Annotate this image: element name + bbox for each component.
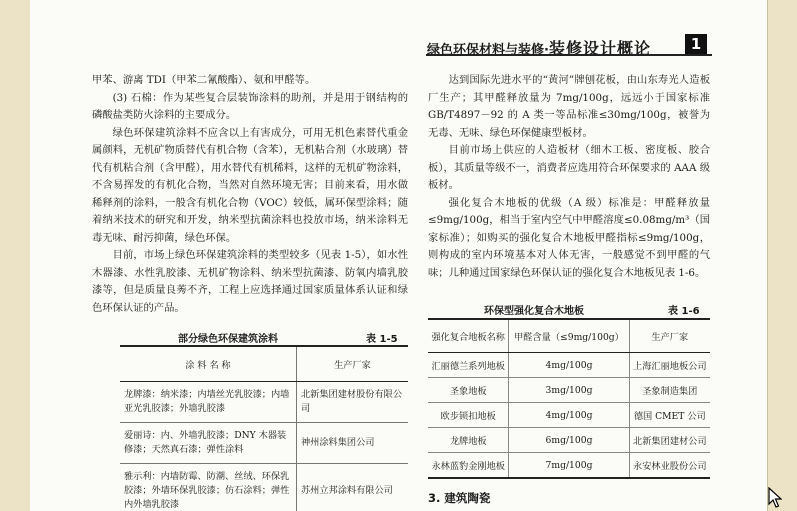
table-row bbox=[120, 464, 408, 511]
table-cell: 德国 CMET 公司 bbox=[629, 403, 710, 428]
table-header-row bbox=[428, 319, 710, 353]
right-column bbox=[428, 72, 710, 282]
table-header-cell: 甲醛含量（≤9mg/100g） bbox=[509, 319, 629, 353]
table-row bbox=[428, 353, 710, 378]
table-header-cell: 生产厂家 bbox=[297, 346, 409, 382]
table-cell: 永林蓝豹金刚地板 bbox=[428, 453, 509, 479]
table-cell: 苏州立邦涂料有限公司 bbox=[297, 464, 409, 511]
table-cell: 圣象地板 bbox=[428, 378, 509, 403]
mouse-pointer-icon bbox=[768, 487, 782, 509]
left-paragraph-2: (3) 石棉：作为某些复合层装饰涂料的助剂，并是用于钢结构的磷酸盐类防火涂料的主要成分。 bbox=[92, 91, 408, 121]
table-row bbox=[428, 378, 710, 403]
header-subtitle: 绿色环保材料与装修· bbox=[427, 43, 549, 58]
document-page bbox=[30, 0, 768, 511]
left-column bbox=[92, 72, 408, 317]
table-1-5 bbox=[120, 345, 408, 511]
table-cell: 北新集团建材股份有限公司 bbox=[297, 382, 409, 423]
table-header-cell: 强化复合地板名称 bbox=[428, 319, 509, 353]
table-header-cell: 涂 料 名 称 bbox=[120, 346, 297, 382]
header-title: 装修设计概论 bbox=[548, 39, 651, 58]
section-heading: 3. 建筑陶瓷 bbox=[428, 491, 491, 505]
table-cell: 6mg/100g bbox=[509, 428, 629, 453]
table-header-row bbox=[120, 346, 408, 382]
table-1-6-number: 表 1-6 bbox=[668, 306, 700, 317]
table-header-cell: 生产厂家 bbox=[629, 319, 710, 353]
table-1-6-caption: 环保型强化复合木地板 bbox=[484, 306, 584, 317]
table-cell: 龙牌地板 bbox=[428, 428, 509, 453]
table-1-5-number: 表 1-5 bbox=[366, 334, 398, 345]
right-paragraph-3: 强化复合木地板的优级（A 级）标准是：甲醛释放量≤9mg/100g，相当于室内空气中甲醛溶度≤0.08mg/m³（国家标准）；如购买的强化复合木地板甲醛指标≤9mg/100g，则构成的室内环境基本对人体无害，一般感觉不到甲醛的气味；儿种通过国家绿色环保认证的强化复合木地板见表 1-6。 bbox=[428, 196, 710, 279]
table-cell: 7mg/100g bbox=[509, 453, 629, 479]
table-1-5-caption: 部分绿色环保建筑涂料 bbox=[178, 334, 278, 345]
table-cell: 4mg/100g bbox=[509, 353, 629, 378]
right-paragraph-2: 目前市场上供应的人造板材（细木工板、密度板、胶合板），其质量等级不一，消费者应选用符合环保要求的 AAA 级板材。 bbox=[428, 144, 710, 191]
table-cell: 汇丽德兰系列地板 bbox=[428, 353, 509, 378]
table-row bbox=[428, 403, 710, 428]
table-cell: 雅示利：内墙防霉、防潮、丝绒、环保乳胶漆；外墙环保乳胶漆；仿石涂料；弹性内外墙乳胶漆 bbox=[120, 464, 297, 511]
table-cell: 龙牌漆：纳米漆；内墙丝光乳胶漆；内墙亚光乳胶漆；外墙乳胶漆 bbox=[120, 382, 297, 423]
left-paragraph-3: 绿色环保建筑涂料不应含以上有害成分，可用无机色素替代重金属颜料，无机矿物质替代有机合物（含苯），无机粘合剂（水玻璃）替代有机粘合剂（含甲醛），用水替代有机稀料，这样的无机矿物涂料，不含易挥发的有机化合物，当然对自然环境无害；目前来看，用水做稀释剂的涂料，一般含有机化合物（VOC）较低，属环保型涂料；随着纳米技术的研究和开发，纳米型抗菌涂料也投放市场，纳米涂料无毒无味、耐污抑菌，绿色环保。 bbox=[92, 126, 408, 244]
table-cell: 神州涂料集团公司 bbox=[297, 423, 409, 464]
table-cell: 欧步锁扣地板 bbox=[428, 403, 509, 428]
table-row bbox=[120, 382, 408, 423]
table-row bbox=[428, 453, 710, 479]
table-row bbox=[428, 428, 710, 453]
table-cell: 圣象制造集团 bbox=[629, 378, 710, 403]
table-cell: 上海汇丽地板公司 bbox=[629, 353, 710, 378]
header-rule bbox=[426, 54, 712, 56]
left-paragraph-1: 甲苯、游离 TDI（甲苯二氰酸酯）、氨和甲醛等。 bbox=[92, 74, 316, 86]
table-1-6 bbox=[428, 318, 710, 479]
table-cell: 4mg/100g bbox=[509, 403, 629, 428]
table-row bbox=[120, 423, 408, 464]
table-cell: 北新集团建材公司 bbox=[629, 428, 710, 453]
right-paragraph-1: 达到国际先进水平的“黄河”牌刨花板，由山东寿光人造板厂生产；其甲醛释放量为 7mg/100g，远远小于国家标准 GB/T4897－92 的 A 类一等品标准≤30mg/100g，被誉为无毒、无味、绿色环保健康型板材。 bbox=[428, 74, 710, 139]
chapter-number-badge: 1 bbox=[685, 34, 707, 54]
table-cell: 3mg/100g bbox=[509, 378, 629, 403]
table-cell: 永安林业股份公司 bbox=[629, 453, 710, 479]
table-cell: 爱丽诗：内、外墙乳胶漆；DNY 木器装修漆；天然真石漆；弹性涂料 bbox=[120, 423, 297, 464]
left-paragraph-4: 目前，市场上绿色环保建筑涂料的类型较多（见表 1-5），如水性木器漆、水性乳胶漆、无机矿物涂料、纳米型抗菌漆、防氧内墙乳胶漆等，但是质量良莠不齐，工程上应选择通过国家质量体系认证和绿色环保认证的产品。 bbox=[92, 249, 408, 314]
